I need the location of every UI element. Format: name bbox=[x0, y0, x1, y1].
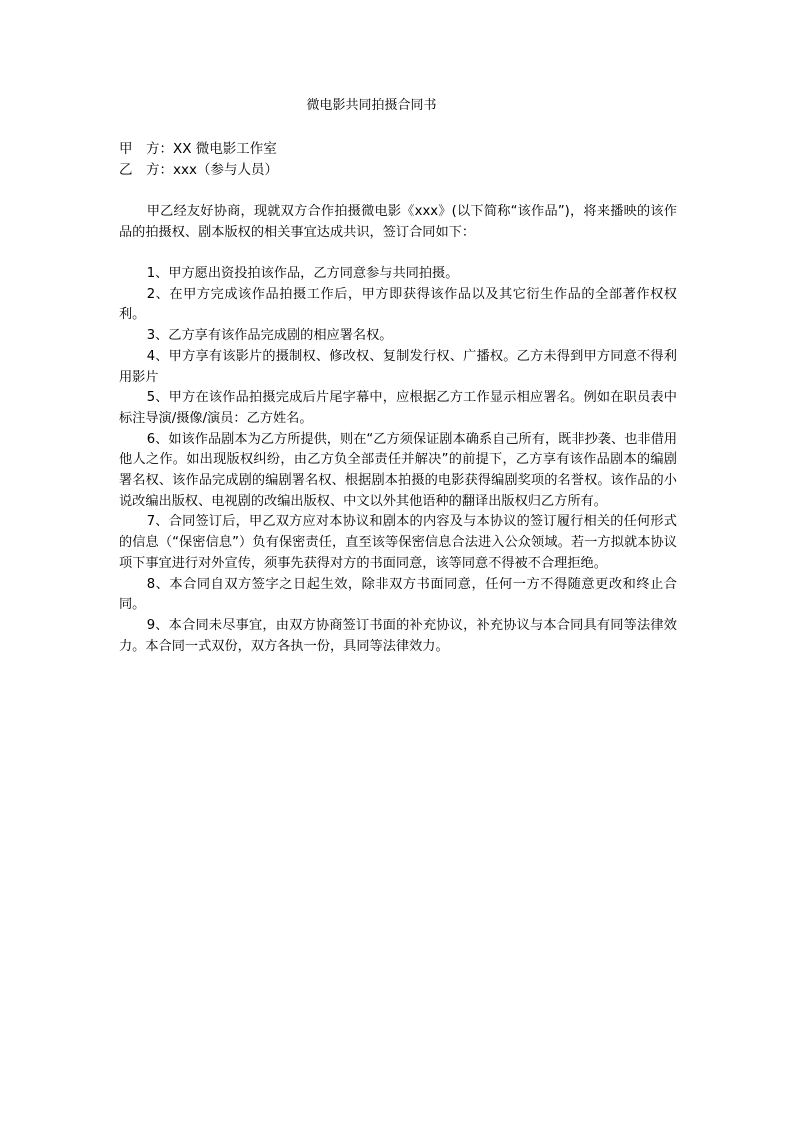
intro-paragraph: 甲乙经友好协商，现就双方合作拍摄微电影《xxx》(以下简称“该作品”)，将来播映的该作品的拍摄权、剧本版权的相关事宜达成共识，签订合同如下： bbox=[119, 204, 677, 240]
clause-6: 6、如该作品剧本为乙方所提供，则在“乙方须保证剧本确系自己所有，既非抄袭、也非借用他人之作。如出现版权纠纷，由乙方负全部责任并解决”的前提下，乙方享有该作品剧本的编剧署名权、该作品完成剧的编剧署名权、根据剧本拍摄的电影获得编剧奖项的名誉权。该作品的小说改编出版权、电视剧的改编出版权、中文以外其他语种的翻译出版权归乙方所有。 bbox=[119, 431, 677, 509]
clause-1: 1、甲方愿出资投拍该作品，乙方同意参与共同拍摄。 bbox=[146, 266, 459, 281]
intro-section bbox=[119, 202, 677, 243]
document-title-text: 微电影共同拍摄合同书 bbox=[306, 98, 437, 113]
clause-9: 9、本合同未尽事宜，由双方协商签订书面的补充协议，补充协议与本合同具有同等法律效力。本合同一式双份，双方各执一份，具同等法律效力。 bbox=[119, 617, 677, 654]
party-b-label: 乙 方： bbox=[119, 162, 173, 178]
clause-3: 3、乙方享有该作品完成剧的相应署名权。 bbox=[146, 328, 393, 344]
party-a-label: 甲 方： bbox=[119, 141, 173, 157]
document-title bbox=[0, 97, 793, 115]
party-b-line bbox=[119, 161, 278, 179]
clause-2: 2、在甲方完成该作品拍摄工作后，甲方即获得该作品以及其它衍生作品的全部著作权权利。 bbox=[119, 286, 677, 323]
party-b-value: xxx（参与人员） bbox=[173, 162, 278, 178]
clause-7: 7、合同签订后，甲乙双方应对本协议和剧本的内容及与本协议的签订履行相关的任何形式的信息（“保密信息”）负有保密责任，直至该等保密信息合法进入公众领域。若一方拟就本协议项下事宜进行对外宣传，须事先获得对方的书面同意，该等同意不得被不合理拒绝。 bbox=[119, 514, 677, 571]
clause-8: 8、本合同自双方签字之日起生效，除非双方书面同意，任何一方不得随意更改和终止合同。 bbox=[119, 576, 677, 613]
party-a-line bbox=[119, 140, 277, 158]
clause-5: 5、甲方在该作品拍摄完成后片尾字幕中，应根据乙方工作显示相应署名。例如在职员表中标注导演/摄像/演员：乙方姓名。 bbox=[119, 390, 677, 426]
party-a-value: XX 微电影工作室 bbox=[173, 141, 277, 157]
clause-4: 4、甲方享有该影片的摄制权、修改权、复制发行权、广播权。乙方未得到甲方同意不得利用影片 bbox=[119, 348, 677, 385]
clauses-section bbox=[119, 264, 677, 657]
